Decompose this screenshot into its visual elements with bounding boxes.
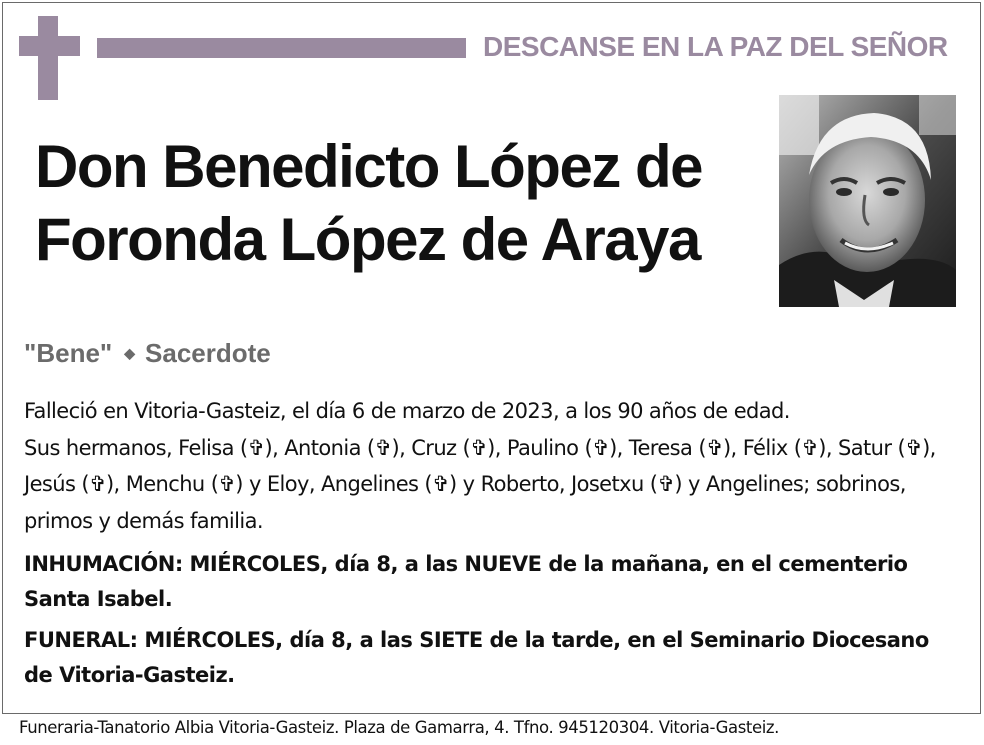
- deceased-name-line2: Foronda López de Araya: [35, 206, 700, 273]
- deceased-portrait-photo: [779, 95, 956, 307]
- header-title: DESCANSE EN LA PAZ DEL SEÑOR: [483, 31, 948, 62]
- burial-announcement: INHUMACIÓN: MIÉRCOLES, día 8, a las NUEVE de la mañana, en el cementerio Santa Isabel.: [24, 552, 908, 611]
- death-notice: Falleció en Vitoria-Gasteiz, el día 6 de marzo de 2023, a los 90 años de edad.: [24, 399, 790, 423]
- deceased-name: [35, 130, 755, 276]
- portrait-image: [779, 95, 956, 307]
- header-decorative-bar: [97, 38, 466, 58]
- cross-vertical-bar: [38, 16, 58, 100]
- obituary-body: [24, 393, 954, 539]
- diamond-separator-icon: ◆: [124, 345, 136, 361]
- deceased-name-line1: Don Benedicto López de: [35, 133, 703, 200]
- deceased-subtitle: [24, 338, 271, 369]
- deceased-role: Sacerdote: [145, 338, 271, 368]
- nickname: "Bene": [24, 338, 113, 368]
- funeral-announcement: FUNERAL: MIÉRCOLES, día 8, a las SIETE de la tarde, en el Seminario Diocesano de Vitoria-Gasteiz.: [24, 628, 929, 687]
- funeral-home-footer: Funeraria-Tanatorio Albia Vitoria-Gasteiz. Plaza de Gamarra, 4. Tfno. 945120304. Vitoria-Gasteiz.: [19, 718, 780, 737]
- cross-horizontal-bar: [19, 36, 80, 56]
- relatives-list: Sus hermanos, Felisa (✞), Antonia (✞), Cruz (✞), Paulino (✞), Teresa (✞), Félix (✞), Satur (✞), Jesús (✞), Menchu (✞) y Eloy, Angelines (✞) y Roberto, Josetxu (✞) y Angelines; sobrinos, primos y demás familia.: [24, 435, 936, 533]
